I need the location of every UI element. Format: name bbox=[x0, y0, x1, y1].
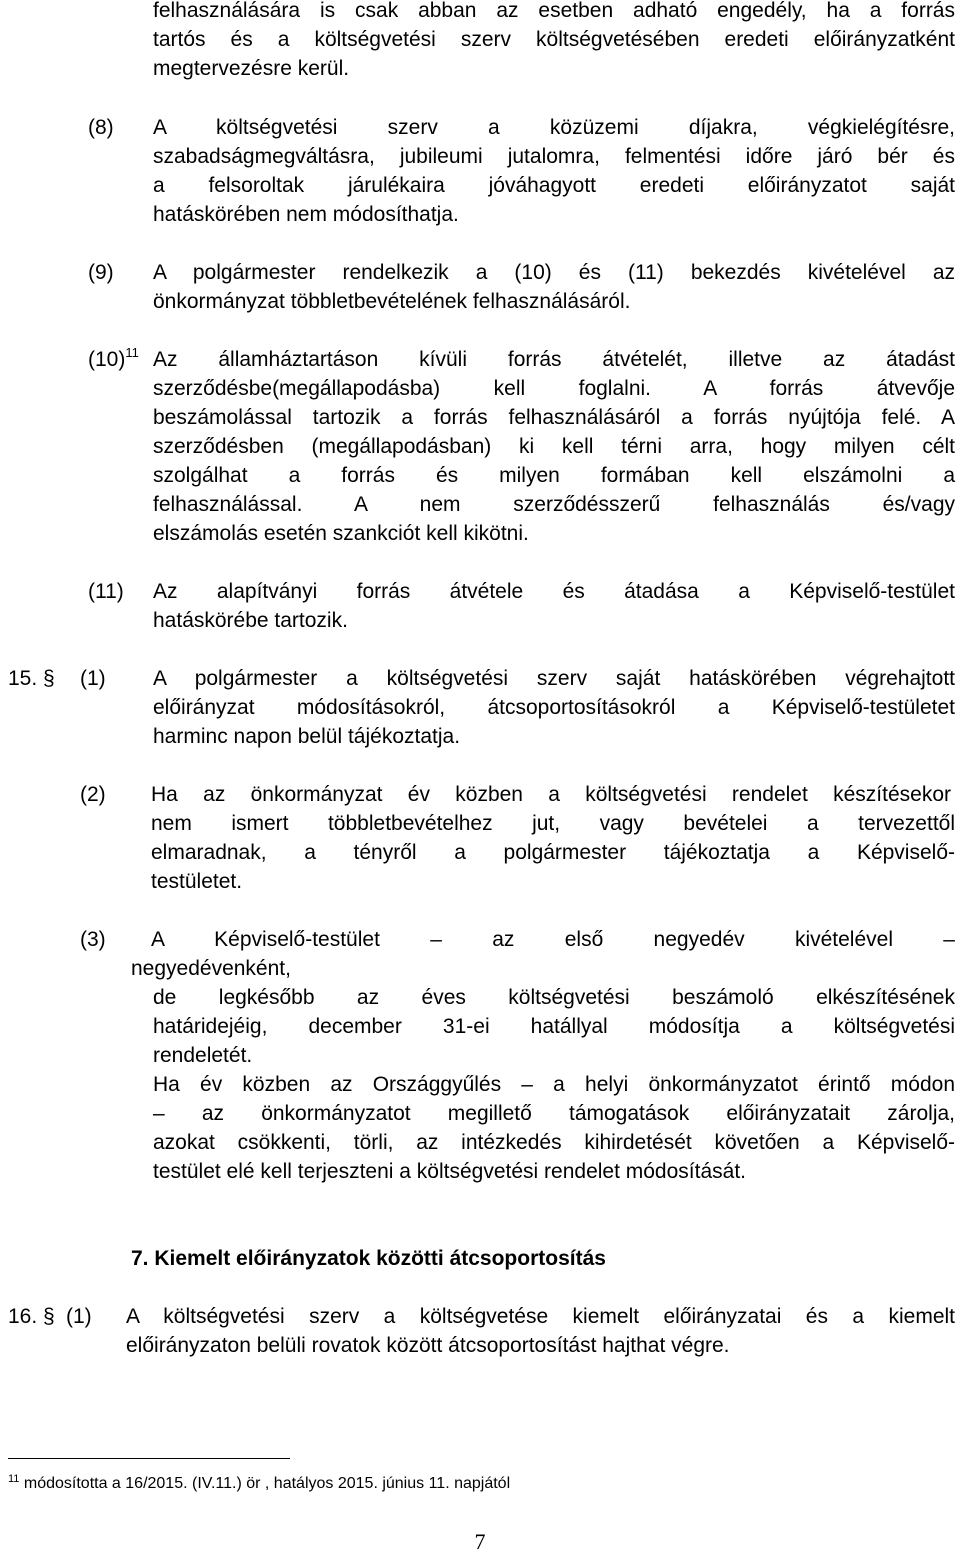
paragraph-line: szerződésbe(megállapodásba) kell foglalni. A forrás átvevője bbox=[153, 377, 955, 400]
paragraph-line: negyedévenként, bbox=[131, 957, 291, 980]
paragraph-number: (2) bbox=[80, 783, 106, 806]
paragraph-line: előirányzaton belüli rovatok között átcsoportosítást hajthat végre. bbox=[126, 1334, 730, 1357]
paragraph-line: elszámolás esetén szankciót kell kikötni. bbox=[153, 522, 529, 545]
section-number: 16. § bbox=[8, 1305, 55, 1328]
paragraph-number: (3) bbox=[80, 928, 106, 951]
paragraph-continuation-line: felhasználására is csak abban az esetben adható engedély, ha a forrás bbox=[153, 0, 955, 22]
paragraph-line: testület elé kell terjeszteni a költségvetési rendelet módosítását. bbox=[153, 1160, 746, 1183]
paragraph-line: szolgálhat a forrás és milyen formában kell elszámolni a bbox=[153, 464, 955, 487]
paragraph-line: szabadságmegváltásra, jubileumi jutalomra, felmentési időre járó bér és bbox=[153, 145, 955, 168]
section-number: 15. § bbox=[8, 667, 55, 690]
footnote bbox=[8, 1474, 510, 1494]
paragraph-number: $(10)^{11}$ bbox=[88, 345, 139, 371]
footnote-marker: 11 bbox=[8, 1473, 20, 1485]
paragraph-line: harminc napon belül tájékoztatja. bbox=[153, 725, 461, 748]
paragraph-line: A polgármester a költségvetési szerv saját hatáskörében végrehajtott bbox=[153, 667, 955, 690]
paragraph-line: azokat csökkenti, törli, az intézkedés kihirdetését követően a Képviselő- bbox=[153, 1131, 955, 1154]
paragraph-line: A polgármester rendelkezik a (10) és (11) bekezdés kivételével az bbox=[153, 261, 955, 284]
paragraph-number: (8) bbox=[88, 116, 114, 139]
paragraph-line: Ha év közben az Országgyűlés – a helyi önkormányzatot érintő módon bbox=[153, 1073, 955, 1096]
paragraph-continuation-line: megtervezésre kerül. bbox=[153, 57, 350, 80]
page-number: 7 bbox=[474, 1529, 486, 1554]
paragraph-line: A Képviselő-testület – az első negyedév kivételével – bbox=[151, 928, 955, 951]
paragraph-line: önkormányzat többletbevételének felhasználásáról. bbox=[153, 290, 631, 313]
paragraph-line: felhasználással. A nem szerződésszerű felhasználás és/vagy bbox=[153, 493, 955, 516]
paragraph-line: testületet. bbox=[151, 870, 243, 893]
paragraph-number: (1) bbox=[66, 1305, 92, 1328]
paragraph-line: szerződésben (megállapodásban) ki kell térni arra, hogy milyen célt bbox=[153, 435, 955, 458]
paragraph-line: Ha az önkormányzat év közben a költségvetési rendelet készítésekor bbox=[151, 783, 951, 806]
paragraph-number: (9) bbox=[88, 261, 114, 284]
paragraph-line: Az alapítványi forrás átvétele és átadása a Képviselő-testület bbox=[153, 580, 955, 603]
paragraph-line: előirányzat módosításokról, átcsoportosításokról a Képviselő-testületet bbox=[153, 696, 955, 719]
footnote-text: módosította a 16/2015. (IV.11.) ör , hatályos 2015. június 11. napjától bbox=[23, 1475, 511, 1492]
section-title: 7. Kiemelt előirányzatok közötti átcsoportosítás bbox=[131, 1247, 606, 1270]
footnote-separator bbox=[8, 1458, 290, 1459]
paragraph-line: hatáskörébe tartozik. bbox=[153, 609, 348, 632]
paragraph-line: A költségvetési szerv a költségvetése kiemelt előirányzatai és a kiemelt bbox=[126, 1305, 955, 1328]
paragraph-line: – az önkormányzatot megillető támogatások előirányzatait zárolja, bbox=[153, 1102, 955, 1125]
paragraph-line: nem ismert többletbevételhez jut, vagy bevételei a tervezettől bbox=[151, 812, 955, 835]
paragraph-number: (1) bbox=[80, 667, 106, 690]
paragraph-line: A költségvetési szerv a közüzemi díjakra, végkielégítésre, bbox=[153, 116, 955, 139]
paragraph-line: a felsoroltak járulékaira jóváhagyott eredeti előirányzatot saját bbox=[153, 174, 955, 197]
paragraph-line: de legkésőbb az éves költségvetési beszámoló elkészítésének bbox=[153, 986, 955, 1009]
paragraph-line: Az államháztartáson kívüli forrás átvételét, illetve az átadást bbox=[153, 348, 955, 371]
footnote-reference[interactable]: 11 bbox=[125, 345, 139, 360]
paragraph-line: határidejéig, december 31-ei hatállyal módosítja a költségvetési bbox=[153, 1015, 955, 1038]
paragraph-continuation-line: tartós és a költségvetési szerv költségvetésében eredeti előirányzatként bbox=[153, 28, 955, 51]
paragraph-line: beszámolással tartozik a forrás felhasználásáról a forrás nyújtója felé. A bbox=[153, 406, 955, 429]
paragraph-number: (11) bbox=[88, 580, 124, 603]
paragraph-line: hatáskörében nem módosíthatja. bbox=[153, 203, 459, 226]
paragraph-line: rendeletét. bbox=[153, 1044, 253, 1067]
paragraph-line: elmaradnak, a tényről a polgármester tájékoztatja a Képviselő- bbox=[151, 841, 955, 864]
